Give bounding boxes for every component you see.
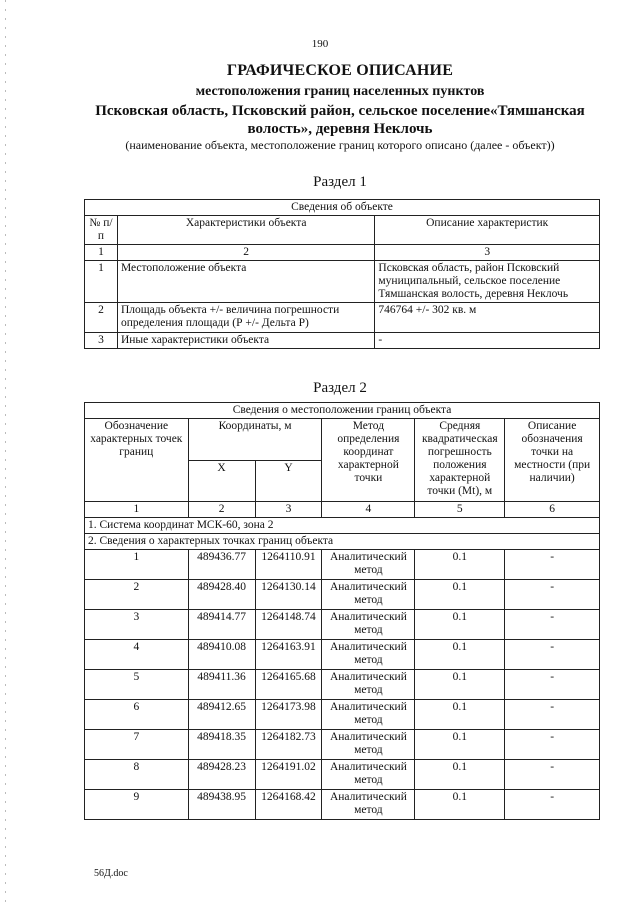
method-line-1: Аналитический (329, 791, 407, 803)
point-number-cell: 8 (85, 760, 189, 790)
column-header: № п/п (85, 216, 118, 245)
coord-system-cell: 1. Система координат МСК-60, зона 2 (85, 518, 600, 534)
table-row (85, 730, 600, 760)
characteristic-cell: Площадь объекта +/- величина погрешности определения площади (Р +/- Дельта Р) (117, 303, 374, 333)
column-header: Метод определения координат характерной точки (322, 419, 415, 502)
column-number: 6 (505, 502, 600, 518)
object-info-table (84, 199, 600, 349)
point-number-cell: 2 (85, 580, 189, 610)
method-line-1: Аналитический (329, 611, 407, 623)
method-cell (322, 640, 415, 670)
table-header-row (85, 419, 600, 461)
row-number: 1 (85, 261, 118, 303)
y-coordinate-cell: 1264191.02 (255, 760, 322, 790)
method-cell (322, 670, 415, 700)
column-header: Описание характеристик (375, 216, 600, 245)
method-line-1: Аналитический (329, 581, 407, 593)
column-number: 3 (255, 502, 322, 518)
method-line-1: Аналитический (329, 551, 407, 563)
table-row (85, 580, 600, 610)
x-coordinate-cell: 489436.77 (188, 550, 255, 580)
method-line-2: метод (354, 774, 383, 786)
description-cell: Псковская область, район Псковский муниципальный, сельское поселение Тямшанская волость, деревня Неклочь (375, 261, 600, 303)
y-coordinate-cell: 1264182.73 (255, 730, 322, 760)
point-description-cell: - (505, 790, 600, 820)
boundary-points-table (84, 402, 600, 820)
y-coordinate-cell: 1264165.68 (255, 670, 322, 700)
method-line-2: метод (354, 684, 383, 696)
object-location-line-2: волость», деревня Неклочь (247, 121, 433, 137)
x-coordinate-cell: 489418.35 (188, 730, 255, 760)
error-cell: 0.1 (415, 550, 505, 580)
table-row (85, 303, 600, 333)
error-cell: 0.1 (415, 580, 505, 610)
characteristic-cell: Местоположение объекта (117, 261, 374, 303)
y-coordinate-cell: 1264110.91 (255, 550, 322, 580)
point-number-cell: 1 (85, 550, 189, 580)
error-cell: 0.1 (415, 670, 505, 700)
error-cell: 0.1 (415, 700, 505, 730)
document-title: ГРАФИЧЕСКОЕ ОПИСАНИЕ (226, 62, 454, 79)
column-number: 3 (375, 245, 600, 261)
y-coordinate-cell: 1264148.74 (255, 610, 322, 640)
point-description-cell: - (505, 700, 600, 730)
point-description-cell: - (505, 730, 600, 760)
column-number: 1 (85, 245, 118, 261)
section-1-heading: Раздел 1 (313, 174, 367, 190)
method-line-2: метод (354, 594, 383, 606)
column-header: Средняя квадратическая погрешность положения характерной точки (Mt), м (415, 419, 505, 502)
point-description-cell: - (505, 580, 600, 610)
points-caption-cell: 2. Сведения о характерных точках границ объекта (85, 534, 600, 550)
error-cell: 0.1 (415, 790, 505, 820)
x-coordinate-cell: 489412.65 (188, 700, 255, 730)
x-coordinate-cell: 489438.95 (188, 790, 255, 820)
column-header: Характеристики объекта (117, 216, 374, 245)
column-number: 5 (415, 502, 505, 518)
method-line-1: Аналитический (329, 641, 407, 653)
table-row (85, 550, 600, 580)
point-number-cell: 7 (85, 730, 189, 760)
method-cell (322, 760, 415, 790)
x-coordinate-cell: 489428.40 (188, 580, 255, 610)
y-coordinate-cell: 1264168.42 (255, 790, 322, 820)
point-description-cell: - (505, 550, 600, 580)
method-line-2: метод (354, 564, 383, 576)
point-description-cell: - (505, 760, 600, 790)
table-header-row (85, 216, 600, 245)
binding-margin-line (5, 0, 6, 905)
column-header: Описание обозначения точки на местности (при наличии) (505, 419, 600, 502)
error-cell: 0.1 (415, 730, 505, 760)
method-cell (322, 610, 415, 640)
column-header: Обозначение характерных точек границ (85, 419, 189, 502)
method-line-2: метод (354, 624, 383, 636)
column-number: 2 (188, 502, 255, 518)
object-note: (наименование объекта, местоположение границ которого описано (далее - объект)) (125, 138, 555, 152)
error-cell: 0.1 (415, 640, 505, 670)
column-header-x: X (188, 460, 255, 502)
y-coordinate-cell: 1264130.14 (255, 580, 322, 610)
column-number-row (85, 502, 600, 518)
y-coordinate-cell: 1264173.98 (255, 700, 322, 730)
column-number: 4 (322, 502, 415, 518)
method-cell (322, 580, 415, 610)
page-number: 190 (311, 38, 329, 50)
method-cell (322, 790, 415, 820)
table-row (85, 700, 600, 730)
description-cell: - (375, 333, 600, 349)
table-row (85, 760, 600, 790)
method-cell (322, 730, 415, 760)
column-header-y: Y (255, 460, 322, 502)
table-row (85, 333, 600, 349)
y-coordinate-cell: 1264163.91 (255, 640, 322, 670)
method-cell (322, 550, 415, 580)
table-row (85, 790, 600, 820)
x-coordinate-cell: 489411.36 (188, 670, 255, 700)
table-row (85, 640, 600, 670)
x-coordinate-cell: 489414.77 (188, 610, 255, 640)
table-row (85, 261, 600, 303)
method-line-2: метод (354, 654, 383, 666)
table-row (85, 670, 600, 700)
characteristic-cell: Иные характеристики объекта (117, 333, 374, 349)
method-line-1: Аналитический (329, 671, 407, 683)
table-row (85, 610, 600, 640)
table-caption: Сведения о местоположении границ объекта (85, 403, 600, 419)
x-coordinate-cell: 489428.23 (188, 760, 255, 790)
table-caption: Сведения об объекте (85, 200, 600, 216)
x-coordinate-cell: 489410.08 (188, 640, 255, 670)
point-number-cell: 3 (85, 610, 189, 640)
points-body (85, 550, 600, 820)
object-location-line-1: Псковская область, Псковский район, сельское поселение«Тямшанская (95, 103, 585, 119)
point-description-cell: - (505, 640, 600, 670)
table-caption-row (85, 200, 600, 216)
section-2-heading: Раздел 2 (313, 380, 367, 396)
row-number: 3 (85, 333, 118, 349)
coord-system-row (85, 518, 600, 534)
point-description-cell: - (505, 610, 600, 640)
description-cell: 746764 +/- 302 кв. м (375, 303, 600, 333)
row-number: 2 (85, 303, 118, 333)
point-number-cell: 4 (85, 640, 189, 670)
point-number-cell: 9 (85, 790, 189, 820)
file-name: 56Д.doc (94, 868, 128, 879)
method-line-1: Аналитический (329, 761, 407, 773)
object-location-title (40, 102, 640, 138)
point-number-cell: 5 (85, 670, 189, 700)
table-caption-row (85, 403, 600, 419)
method-line-1: Аналитический (329, 731, 407, 743)
document-subtitle: местоположения границ населенных пунктов (195, 84, 485, 99)
column-header: Координаты, м (188, 419, 322, 461)
column-number-row (85, 245, 600, 261)
points-caption-row (85, 534, 600, 550)
method-line-2: метод (354, 804, 383, 816)
method-cell (322, 700, 415, 730)
point-description-cell: - (505, 670, 600, 700)
method-line-2: метод (354, 714, 383, 726)
method-line-1: Аналитический (329, 701, 407, 713)
error-cell: 0.1 (415, 760, 505, 790)
column-number: 1 (85, 502, 189, 518)
error-cell: 0.1 (415, 610, 505, 640)
method-line-2: метод (354, 744, 383, 756)
point-number-cell: 6 (85, 700, 189, 730)
column-number: 2 (117, 245, 374, 261)
